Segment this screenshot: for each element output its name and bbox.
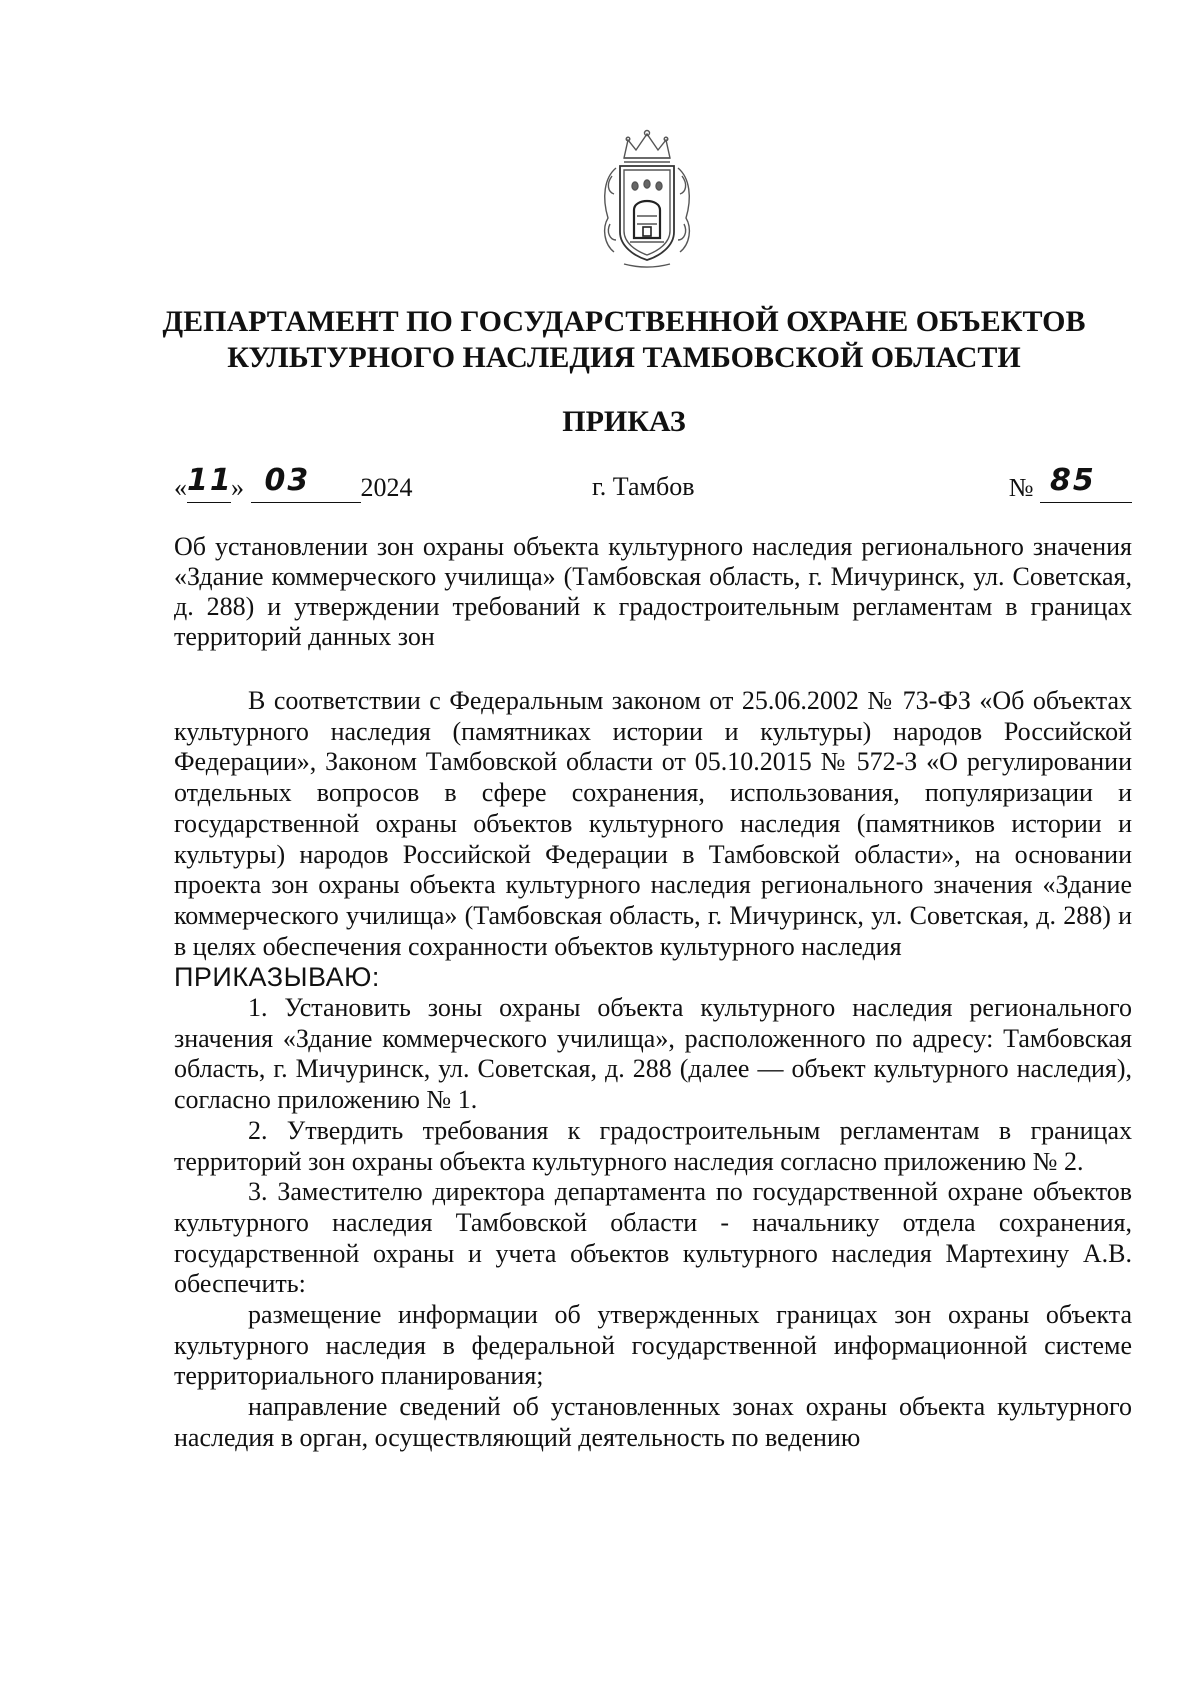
- date-quote-close: »: [231, 473, 244, 502]
- order-number-field: [1040, 463, 1132, 503]
- date-quote-open: «: [174, 473, 187, 502]
- order-date: [174, 463, 413, 503]
- date-month-field: [251, 463, 361, 503]
- order-item-1: 1. Установить зоны охраны объекта культурного наследия регионального значения «Здание коммерческого училища», расположенного по адресу: Тамбовская область, г. Мичуринск, ул. Советская, д. 288 (далее — объект культурного наследия), согласно приложению № 1.: [174, 993, 1132, 1115]
- order-number: [1008, 463, 1132, 503]
- date-day-handwritten: 11: [187, 463, 233, 498]
- order-item-3-subitem-2: направление сведений об установленных зонах охраны объекта культурного наследия в орган, осуществляющий деятельность по ведению: [174, 1392, 1132, 1452]
- department-name-line-2: КУЛЬТУРНОГО НАСЛЕДИЯ ТАМБОВСКОЙ ОБЛАСТИ: [227, 341, 1021, 374]
- order-item-3-subitem-1: размещение информации об утвержденных границах зон охраны объекта культурного наследия в федеральной государственной информационной системе территориального планирования;: [174, 1300, 1132, 1391]
- department-name-line-1: ДЕПАРТАМЕНТ ПО ГОСУДАРСТВЕННОЙ ОХРАНЕ ОБЪЕКТОВ: [162, 305, 1086, 338]
- preamble-paragraph: В соответствии с Федеральным законом от 25.06.2002 № 73-ФЗ «Об объектах культурного наследия (памятниках истории и культуры) народов Российской Федерации», Законом Тамбовской области от 05.10.2015 № 572-З «О регулировании отдельных вопросов в сфере сохранения, использования, популяризации и государственной охраны объектов культурного наследия (памятников истории и культуры) народов Российской Федерации в Тамбовской области», на основании проекта зон охраны объекта культурного наследия регионального значения «Здание коммерческого училища» (Тамбовская область, г. Мичуринск, ул. Советская, д. 288) и в целях обеспечения сохранности объектов культурного наследия: [174, 686, 1132, 961]
- order-meta-row: [174, 462, 1132, 510]
- date-day-field: [187, 463, 233, 503]
- date-month-handwritten: 03: [264, 463, 311, 498]
- order-directive-word: ПРИКАЗЫВАЮ:: [174, 962, 380, 993]
- order-body: [174, 686, 1132, 1454]
- department-name: [160, 304, 1088, 376]
- document-type-title: ПРИКАЗ: [562, 405, 686, 438]
- order-city: г. Тамбов: [592, 472, 695, 501]
- order-item-3: 3. Заместителю директора департамента по государственной охране объектов культурного наследия Тамбовской области - начальнику отдела сохранения, государственной охраны и учета объектов культурного наследия Мартехину А.В. обеспечить:: [174, 1177, 1132, 1299]
- date-year: 2024: [360, 473, 413, 502]
- tambov-coat-of-arms-icon: [594, 128, 700, 268]
- order-subject: Об установлении зон охраны объекта культурного наследия регионального значения «Здание коммерческого училища» (Тамбовская область, г. Мичуринск, ул. Советская, д. 288) и утверждении требований к градостроительным регламентам в границах территорий данных зон: [174, 532, 1132, 651]
- order-number-handwritten: 85: [1050, 463, 1096, 498]
- number-sign: №: [1008, 473, 1034, 502]
- order-item-2: 2. Утвердить требования к градостроительным регламентам в границах территорий зон охраны объекта культурного наследия согласно приложению № 2.: [174, 1115, 1132, 1176]
